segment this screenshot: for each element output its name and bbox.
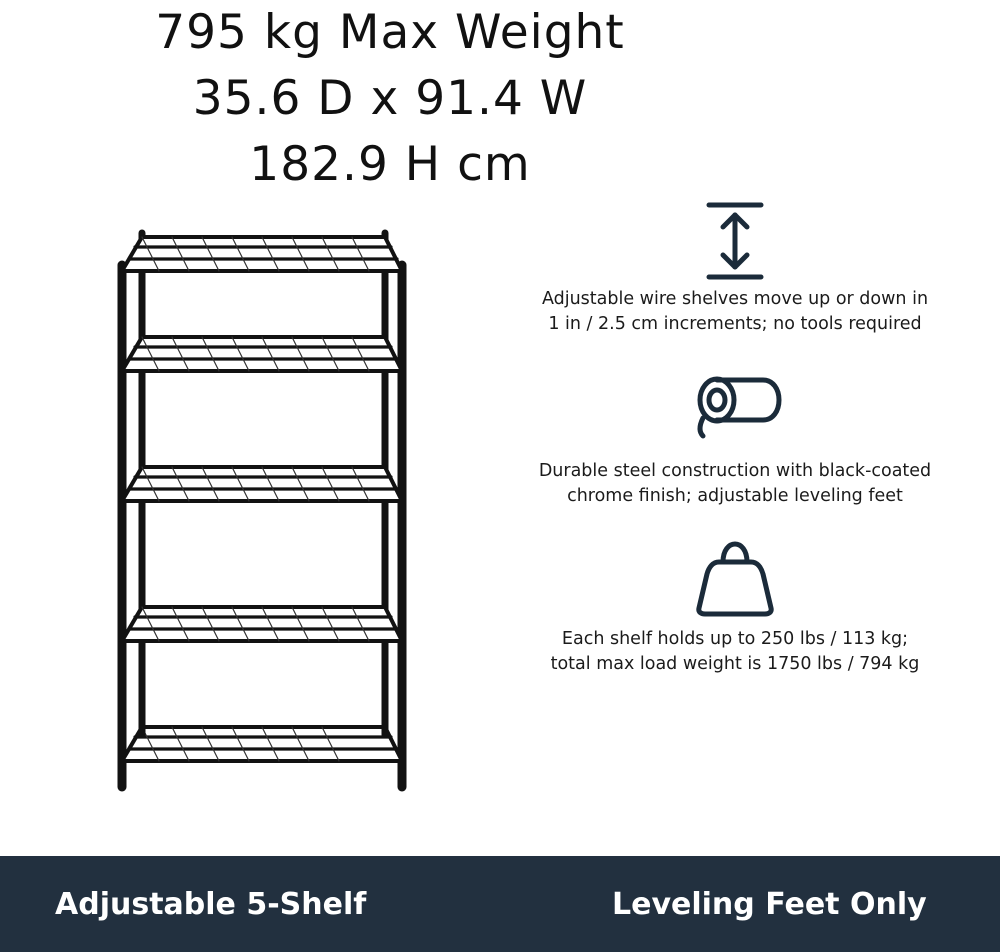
headline-line-height: 182.9 H cm (249, 137, 531, 192)
headline-line-depth-width: 35.6 D x 91.4 W (192, 71, 588, 126)
feature-list (500, 195, 970, 699)
headline-line-max-weight: 795 kg Max Weight (155, 5, 625, 60)
weight-icon (500, 531, 970, 627)
feature-3-line-1: Each shelf holds up to 250 lbs / 113 kg; (561, 629, 909, 649)
feature-3-line-2: total max load weight is 1750 lbs / 794 kg (550, 654, 920, 674)
up-down-arrow-icon (500, 195, 970, 287)
product-illustration-shelving-unit (95, 215, 425, 805)
bottom-caption-bar (0, 856, 1000, 952)
feature-2-line-1: Durable steel construction with black-coated (538, 461, 932, 481)
feature-weight-capacity (500, 531, 970, 677)
headline-block (110, 0, 670, 198)
feature-1-line-2: 1 in / 2.5 cm increments; no tools required (548, 314, 922, 334)
caption-leveling-feet: Leveling Feet Only (612, 886, 927, 922)
feature-adjustable-shelves (500, 195, 970, 337)
feature-2-line-2: chrome finish; adjustable leveling feet (567, 486, 903, 506)
caption-adjustable-shelf: Adjustable 5-Shelf (55, 886, 367, 922)
steel-roll-icon (500, 359, 970, 459)
feature-1-line-1: Adjustable wire shelves move up or down in (541, 289, 929, 309)
feature-weight-capacity-text (500, 627, 970, 677)
feature-steel-construction-text (500, 459, 970, 509)
feature-steel-construction (500, 359, 970, 509)
feature-adjustable-shelves-text (500, 287, 970, 337)
